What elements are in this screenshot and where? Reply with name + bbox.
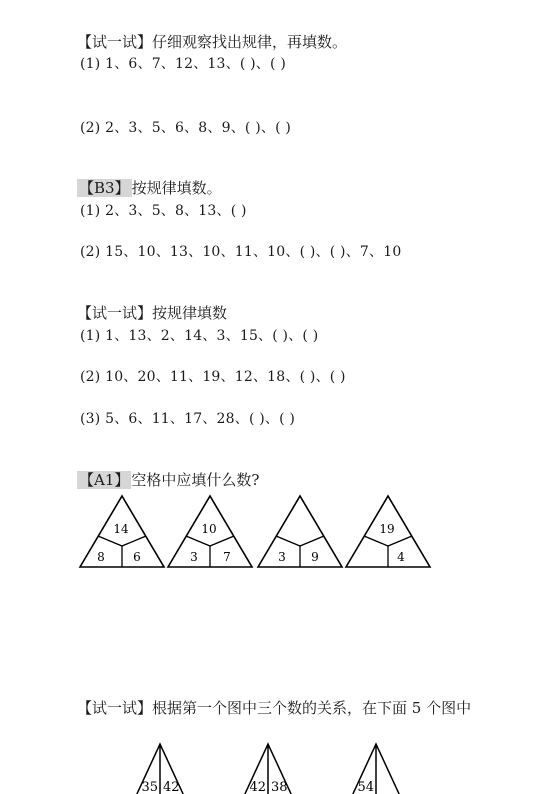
triangle-4: [346, 496, 430, 567]
triangle-1-right-number: 6: [133, 550, 141, 564]
triangle-3-right-number: 9: [311, 550, 319, 564]
triangle-3-left-number: 3: [278, 550, 286, 564]
section5-heading: 【试一试】根据第一个图中三个数的关系，在下面 5 个图中: [77, 699, 472, 717]
triangle-4-top-number: 19: [379, 522, 395, 536]
triangle-3: [258, 496, 342, 567]
fan-2-left-number: 42: [249, 780, 266, 794]
triangle-2-top-number: 10: [201, 522, 217, 536]
fan-2: [244, 744, 292, 794]
fan-3: [352, 744, 400, 794]
fan-figures: [0, 736, 559, 794]
section4-heading-text: 空格中应填什么数?: [131, 471, 260, 489]
fan-3-left-number: 54: [357, 780, 374, 794]
triangle-1: [80, 496, 164, 567]
section2-line-2: (2) 15、10、13、10、11、10、( )、( )、7、10: [80, 244, 402, 260]
section2-tag: 【B3】: [79, 179, 130, 197]
triangle-1-top-number: 14: [113, 522, 129, 536]
fan-1-left-number: 35: [141, 780, 158, 794]
section2-heading: [77, 177, 222, 198]
triangle-figures: [0, 490, 559, 580]
fan-2-right-number: 38: [271, 780, 288, 794]
triangle-2-left-number: 3: [190, 550, 198, 564]
fan-1: [136, 744, 184, 794]
section3-heading: 【试一试】按规律填数: [77, 304, 228, 322]
section1-heading: 【试一试】仔细观察找出规律，再填数。: [77, 33, 348, 51]
section3-line-2: (2) 10、20、11、19、12、18、( )、( ): [80, 369, 346, 385]
triangle-4-right-number: 4: [397, 550, 405, 564]
section3-line-3: (3) 5、6、11、17、28、( )、( ): [80, 411, 296, 427]
section4-tag: 【A1】: [79, 471, 130, 489]
section2-line-1: (1) 2、3、5、8、13、( ): [80, 203, 247, 219]
triangle-2-right-number: 7: [223, 550, 231, 564]
triangle-2: [168, 496, 252, 567]
section1-line-1: (1) 1、6、7、12、13、( )、( ): [80, 56, 286, 72]
section2-heading-text: 按规律填数。: [131, 179, 222, 197]
fan-1-right-number: 42: [163, 780, 180, 794]
section3-line-1: (1) 1、13、2、14、3、15、( )、( ): [80, 328, 319, 344]
triangle-1-left-number: 8: [97, 550, 105, 564]
section4-heading: [77, 469, 259, 490]
section1-line-2: (2) 2、3、5、6、8、9、( )、( ): [80, 120, 292, 136]
